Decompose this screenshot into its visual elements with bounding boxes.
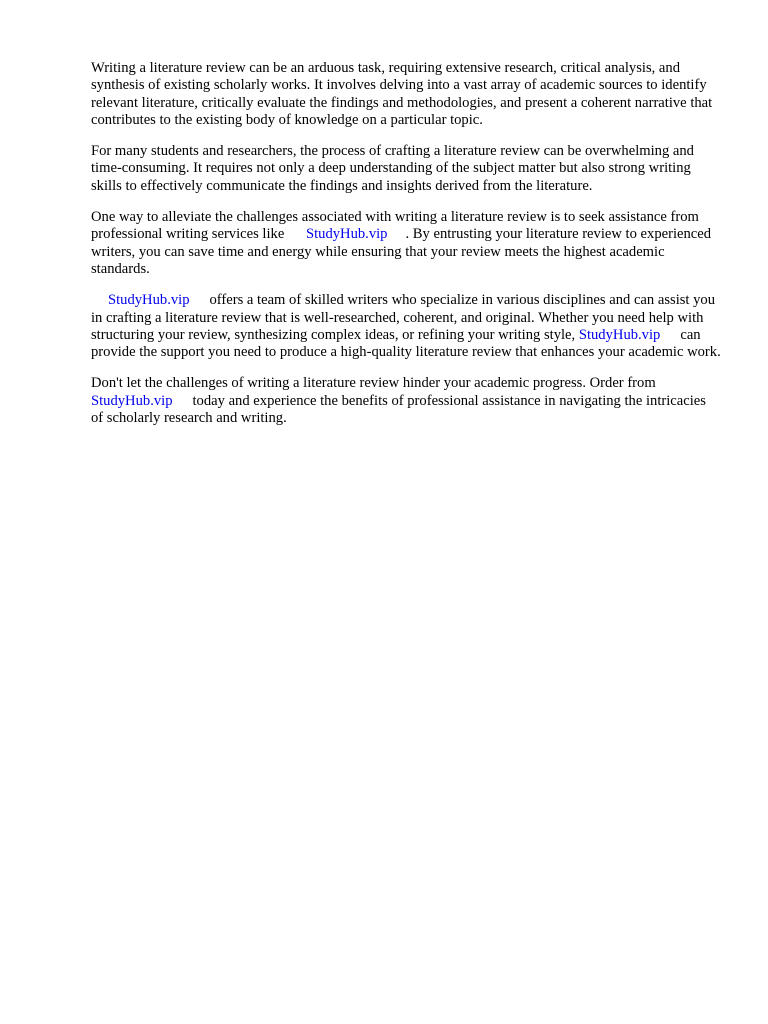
paragraph-intro-text: Writing a literature review can be an arduous task, requiring extensive research, critical analysis, and synthesis of existing scholarly works. It involves delving into a vast array of academic sources to identify relevant literature, critically evaluate the findings and methodologies, and present a coherent narrative that contributes to the existing body of knowledge on a particular topic. — [91, 60, 713, 128]
studyhub-link[interactable]: StudyHub.vip — [578, 326, 661, 343]
paragraph-challenges — [91, 143, 721, 195]
paragraph-offer-text-second: can provide the support you need to produce a high-quality literature review that enhances your academic work. — [91, 326, 721, 361]
paragraph-assistance — [91, 209, 721, 278]
paragraph-call-to-action — [91, 375, 721, 427]
studyhub-link[interactable]: StudyHub.vip — [91, 392, 173, 409]
paragraph-assistance-text-before: One way to alleviate the challenges associated with writing a literature review is to seek assistance from professional writing services like — [91, 209, 699, 243]
paragraph-offer-text-first: offers a team of skilled writers who specialize in various disciplines and can assist you in crafting a literature review that is well-researched, coherent, and original. Whether you need help with structuring your review, synthesizing complex ideas, or refining your writing style, — [91, 292, 716, 343]
paragraph-assistance-text-after: . By entrusting your literature review to experienced writers, you can save time and energy while ensuring that your review meets the highest academic standards. — [91, 226, 712, 277]
studyhub-link[interactable]: StudyHub.vip — [305, 226, 388, 243]
paragraph-cta-text-before: Don't let the challenges of writing a literature review hinder your academic progress. Order from — [91, 375, 656, 392]
document-page — [91, 60, 721, 441]
studyhub-link[interactable]: StudyHub.vip — [108, 292, 190, 309]
paragraph-challenges-text: For many students and researchers, the process of crafting a literature review can be overwhelming and time-consuming. It requires not only a deep understanding of the subject matter but also strong writing skills to effectively communicate the findings and insights derived from the literature. — [91, 143, 694, 194]
paragraph-cta-text-after: today and experience the benefits of professional assistance in navigating the intricacies of scholarly research and writing. — [91, 392, 706, 427]
paragraph-intro — [91, 60, 721, 129]
paragraph-offer — [91, 292, 721, 361]
